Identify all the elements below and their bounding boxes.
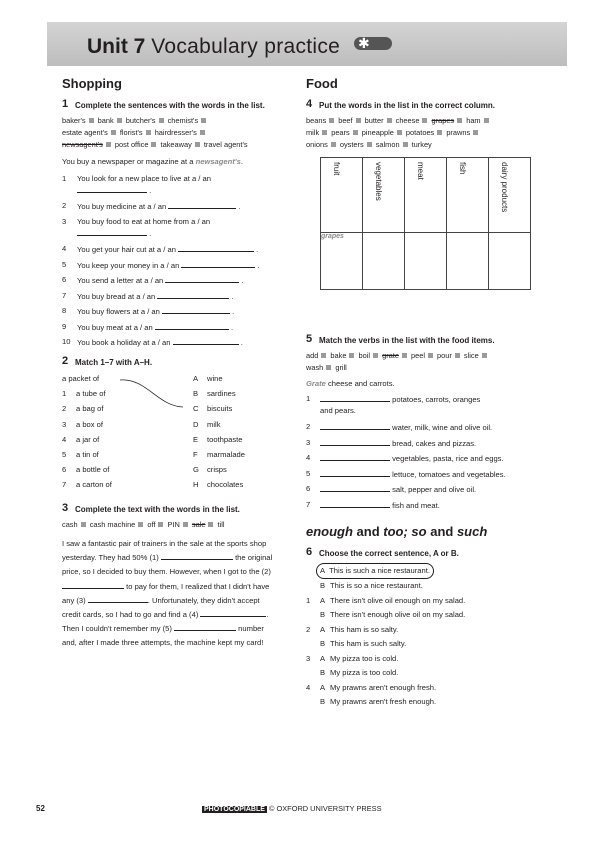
answer-blank[interactable] — [162, 305, 230, 314]
exercise-number: 1 — [62, 98, 69, 110]
example-choice-b: B This is so a nice restaurant. — [320, 581, 423, 591]
exercise-item: 8 You buy flowers at a / an . — [62, 306, 235, 316]
exercise-item: 1 You look for a new place to live at a / an . — [62, 174, 211, 195]
exercise-2-instruction: 2 Match 1–7 with A–H. — [62, 355, 153, 367]
photocopiable-badge: PHOTOCOPIABLE — [204, 806, 265, 813]
exercise-1-instruction: 1 Complete the sentences with the words in the list. — [62, 98, 265, 110]
exercise-3-instruction: 3 Complete the text with the words in the list. — [62, 502, 240, 514]
shopping-column — [62, 76, 286, 651]
choice-item[interactable]: 3 A My pizza too is cold. — [306, 653, 399, 663]
match-left-list: a packet of 1 a tube of 2 a bag of 3 a box of 4 a jar of 5 a tin of 6 a bottle of 7 a carton of — [62, 374, 112, 490]
answer-blank[interactable] — [77, 227, 147, 236]
answer-blank[interactable] — [88, 594, 148, 603]
section-title-shopping: Shopping — [62, 76, 122, 91]
match-right-list: A wine B sardines C biscuits D milk E toothpaste F marmalade G crisps H chocolates — [193, 374, 245, 490]
exercise-item: 6 salt, pepper and olive oil. — [306, 484, 477, 495]
star-icon: ✱ — [358, 35, 370, 51]
answer-blank[interactable] — [181, 259, 255, 268]
word-list-1: baker's bank butcher's chemist's estate agent's florist's hairdresser's newsagent's post office takeaway travel agent's — [62, 116, 248, 149]
answer-blank[interactable] — [161, 551, 233, 560]
choice-item[interactable]: 1 A There isn't olive oil enough on my salad. — [306, 595, 466, 605]
choice-item[interactable]: B This ham is such salty. — [320, 639, 407, 649]
choice-item[interactable]: B My pizza is too cold. — [320, 668, 399, 678]
food-column — [306, 76, 554, 710]
column-header-fish: fish — [447, 158, 489, 233]
section-title-food: Food — [306, 76, 338, 91]
answer-blank[interactable] — [320, 421, 390, 430]
answer-blank[interactable] — [168, 200, 236, 209]
exercise-item: 9 You buy meat at a / an . — [62, 321, 234, 332]
choice-item[interactable]: 4 A My prawns aren't enough fresh. — [306, 682, 437, 692]
answer-blank[interactable] — [157, 290, 229, 299]
difficulty-badge — [354, 37, 392, 50]
matching-exercise — [62, 374, 286, 498]
food-table-wrap — [306, 157, 554, 337]
answer-blank[interactable] — [320, 393, 390, 402]
cloze-text: I saw a fantastic pair of trainers in the sale at the sports shop yesterday. They had 50% (1) the original price, so I decided to buy them. However, when I got to the (2) to pay for them, I realized that I didn't have any (3) . Unfortunately, they didn't accept credit cards, so I had to go and find a (4) . Then I couldn't remember my (5) number and, after I made three attempts, the machine kept my card! — [62, 539, 273, 648]
food-table — [320, 157, 531, 290]
exercise-item: 5 You keep your money in a / an . — [62, 259, 260, 270]
page-number: 52 — [36, 804, 45, 813]
column-header-fruit: fruit — [321, 158, 363, 233]
exercise-6-list — [306, 563, 554, 710]
exercise-5-instruction: 5 Match the verbs in the list with the food items. — [306, 333, 495, 345]
answer-blank[interactable] — [320, 483, 390, 492]
answer-blank[interactable] — [320, 468, 390, 477]
exercise-4-instruction: 4 Put the words in the list in the correct column. — [306, 98, 496, 110]
answer-blank[interactable] — [173, 336, 239, 345]
answer-blank[interactable] — [178, 243, 254, 252]
column-header-vegetables: vegetables — [363, 158, 405, 233]
table-cell-fish[interactable] — [447, 233, 489, 290]
answer-blank[interactable] — [320, 452, 390, 461]
answer-blank[interactable] — [62, 580, 124, 589]
answer-blank[interactable] — [200, 608, 266, 617]
exercise-item: 3 You buy food to eat at home from a / an . — [62, 217, 211, 238]
exercise-item: 10 You book a holiday at a / an . — [62, 337, 243, 347]
answer-blank[interactable] — [320, 437, 390, 446]
copyright-footer: PHOTOCOPIABLE © OXFORD UNIVERSITY PRESS — [204, 804, 382, 813]
unit-subtitle: Vocabulary practice — [151, 35, 341, 58]
section-title-grammar: enough and too; so and such — [306, 523, 488, 539]
answer-blank[interactable] — [155, 321, 229, 330]
exercise-item: 7 fish and meat. — [306, 499, 440, 510]
choice-item[interactable]: B There isn't enough olive oil on my salad. — [320, 610, 466, 620]
word-list-4: beans beef butter cheese grapes ham milk pears pineapple potatoes prawns onions oysters salmon turkey — [306, 115, 554, 151]
exercise-item: 5 lettuce, tomatoes and vegetables. — [306, 468, 506, 479]
exercise-item: 2 You buy medicine at a / an . — [62, 201, 241, 211]
unit-header — [47, 22, 567, 66]
word-list-5: add bake boil grate peel pour slice wash grill — [306, 350, 554, 374]
table-cell-vegetables[interactable] — [363, 233, 405, 290]
table-cell-meat[interactable] — [405, 233, 447, 290]
choice-item[interactable]: 2 A This ham is so salty. — [306, 624, 399, 634]
example-sentence: Grate cheese and carrots. — [306, 379, 395, 388]
unit-number: Unit 7 — [87, 35, 146, 58]
exercise-item: 2 water, milk, wine and olive oil. — [306, 422, 493, 432]
table-cell-dairy[interactable] — [489, 233, 531, 290]
answer-blank[interactable] — [165, 274, 239, 283]
exercise-item: 4 vegetables, pasta, rice and eggs. — [306, 453, 504, 464]
exercise-6-instruction: 6 Choose the correct sentence, A or B. — [306, 545, 459, 558]
exercise-item: 3 bread, cakes and pizzas. — [306, 437, 477, 448]
column-header-meat: meat — [405, 158, 447, 233]
exercise-item: 1 potatoes, carrots, oranges and pears. — [306, 394, 481, 415]
example-choice-a: A This is such a nice restaurant. — [306, 563, 554, 580]
exercise-item: 4 You get your hair cut at a / an . — [62, 244, 259, 254]
answer-blank[interactable] — [77, 184, 147, 193]
column-header-dairy: dairy products — [489, 158, 531, 233]
answer-blank[interactable] — [174, 622, 236, 631]
answer-blank[interactable] — [320, 499, 390, 508]
page-title — [87, 34, 392, 60]
choice-item[interactable]: B My prawns aren't fresh enough. — [320, 697, 437, 707]
example-sentence: You buy a newspaper or magazine at a newsagent's. — [62, 157, 243, 166]
exercise-item: 7 You buy bread at a / an . — [62, 290, 234, 301]
exercise-item: 6 You send a letter at a / an . — [62, 275, 244, 285]
table-cell-fruit[interactable]: grapes — [321, 233, 363, 290]
word-list-3: cash cash machine off PIN sale till — [62, 520, 225, 529]
